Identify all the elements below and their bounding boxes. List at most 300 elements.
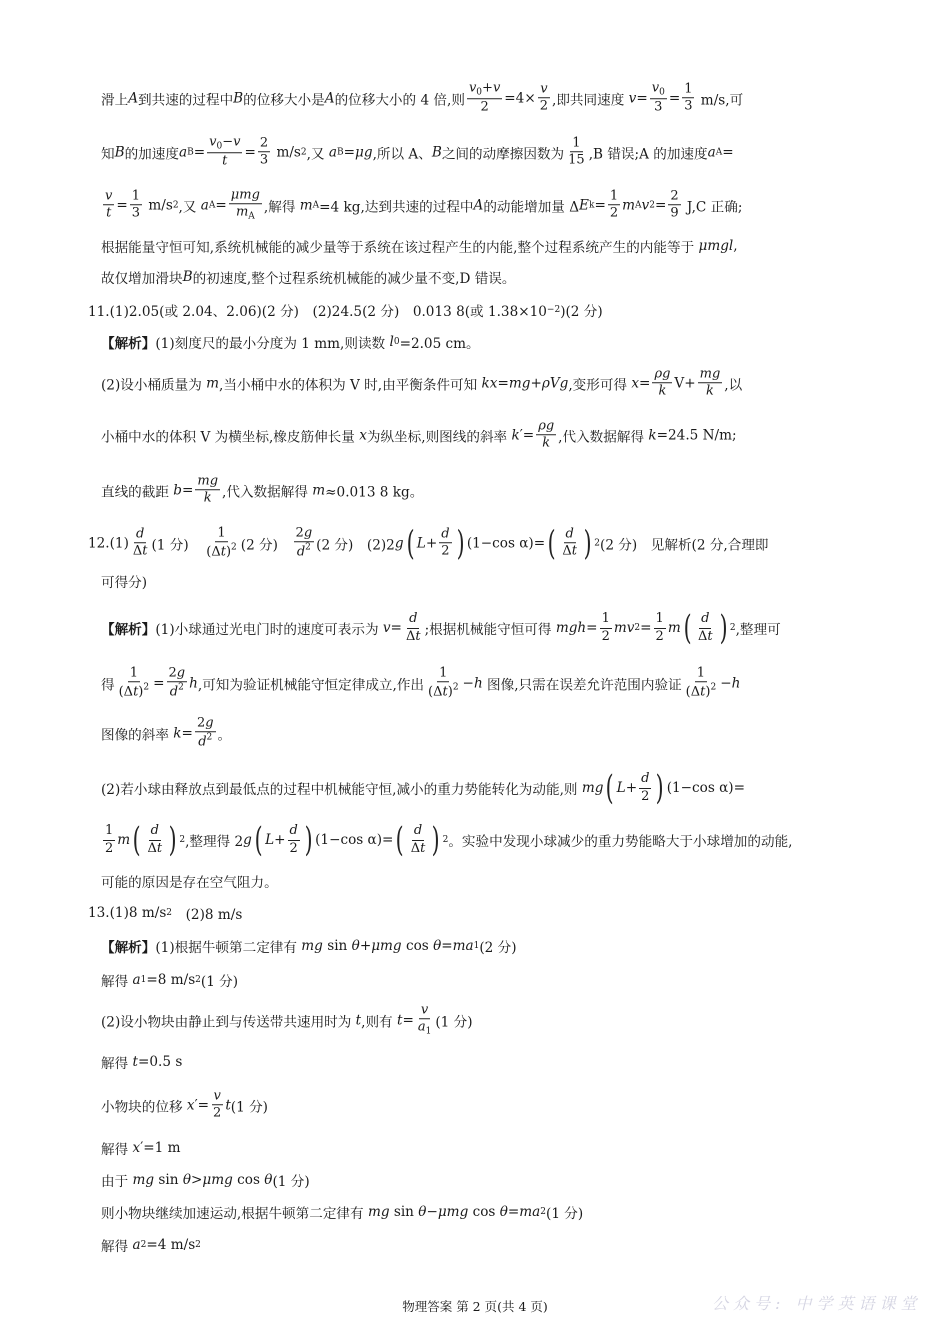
- math-variable: t: [442, 684, 448, 700]
- text-run: =: [182, 482, 194, 498]
- math-variable: k: [203, 490, 212, 506]
- denominator: [234, 205, 257, 223]
- superscript: 2: [729, 623, 736, 633]
- text-run: (2)设小物块由静止到与传送带共速用时为: [101, 1014, 356, 1030]
- subscript: A: [635, 200, 642, 210]
- text-line: [88, 525, 769, 561]
- superscript: 2: [179, 835, 186, 845]
- text-line: [101, 418, 737, 452]
- denominator: [104, 206, 113, 222]
- denominator: [145, 841, 164, 857]
- text-run: 2: [289, 840, 298, 856]
- numerator: [130, 188, 142, 205]
- superscript: 2: [166, 908, 173, 918]
- fraction: [211, 1088, 223, 1122]
- text-run: ,整理可: [735, 622, 781, 638]
- text-run: ): [138, 684, 144, 700]
- text-line: [101, 715, 231, 751]
- denominator: [426, 683, 461, 701]
- text-line: [101, 1170, 310, 1190]
- fraction: [195, 473, 220, 507]
- parenthesized-expression: [681, 608, 730, 648]
- math-variable: d: [701, 611, 710, 627]
- text-run: J,C 正确;: [682, 199, 743, 215]
- denominator: [103, 841, 115, 857]
- fraction: [467, 80, 502, 116]
- math-variable: t: [700, 684, 706, 700]
- analysis-label: 【解析】: [101, 336, 156, 352]
- text-run: −: [222, 134, 234, 150]
- subscript: k: [588, 200, 595, 210]
- denominator: [478, 100, 490, 116]
- denominator: [295, 543, 313, 561]
- text-run: 则小物块继续加速运动,根据牛顿第二定律有: [101, 1206, 368, 1222]
- text-run: 1: [601, 611, 610, 627]
- text-run: ): [447, 684, 453, 700]
- text-run: 2: [196, 715, 206, 731]
- math-variable: m: [299, 197, 313, 213]
- text-run: (1−cos α)=: [666, 780, 745, 796]
- parenthesized-expression: [404, 523, 467, 563]
- right-paren: ): [456, 523, 465, 563]
- numerator: [564, 526, 576, 543]
- math-variable: v: [641, 197, 650, 213]
- parenthesized-expression: [603, 768, 666, 808]
- text-run: (1 分): [272, 1174, 310, 1190]
- text-run: (1 分): [435, 1014, 473, 1030]
- text-run: 1: [655, 611, 664, 627]
- text-run: =: [640, 620, 652, 636]
- math-variable: m: [667, 620, 681, 636]
- text-run: 的位移大小的 4 倍,则: [334, 92, 465, 108]
- text-run: (2)设小桶质量为: [101, 377, 207, 393]
- math-variable: mg: [132, 1172, 155, 1188]
- math-variable: μmg: [437, 1204, 469, 1220]
- math-variable: d: [296, 544, 306, 560]
- fraction: [654, 611, 666, 645]
- math-variable: g: [303, 525, 313, 541]
- denominator: [608, 206, 620, 222]
- text-run: −: [462, 675, 474, 691]
- math-variable: h: [189, 675, 198, 691]
- math-variable: μmg: [230, 187, 260, 203]
- math-variable: v: [209, 134, 217, 150]
- text-run: (Δ: [118, 684, 134, 700]
- text-run: 到共速的过程中: [138, 92, 234, 108]
- text-run: +: [425, 535, 438, 551]
- text-run: 11.(1)2.05(或 2.04、2.06)(2 分) (2)24.5(2 分) 0.013 8(或 1.38×10: [88, 304, 547, 320]
- text-line: [101, 80, 743, 116]
- text-run: 1: [696, 665, 706, 681]
- fraction: [258, 135, 270, 169]
- math-variable: v: [651, 80, 660, 96]
- text-run: (2 分): [240, 537, 292, 553]
- denominator: [202, 491, 214, 507]
- numerator: [467, 80, 502, 99]
- text-run: 1: [439, 665, 448, 681]
- numerator: [536, 418, 556, 435]
- text-run: (Δ: [685, 684, 701, 700]
- numerator: [258, 135, 270, 152]
- text-run: (1)根据牛顿第二定律有: [155, 940, 302, 956]
- denominator: [131, 544, 150, 560]
- denominator: [682, 99, 694, 115]
- subscript: A: [715, 147, 723, 157]
- denominator: [416, 1020, 434, 1038]
- text-run: (2)若小球由释放点到最低点的过程中机械能守恒,减小的重力势能转化为动能,则: [101, 782, 582, 798]
- text-run: =8 m/s: [146, 972, 196, 988]
- text-line: [101, 1088, 268, 1122]
- denominator: [696, 629, 715, 645]
- text-run: 的初速度,整个过程系统机械能的减少量不变,D 错误。: [192, 271, 516, 287]
- text-run: cos: [401, 938, 434, 954]
- math-variable: t: [396, 1012, 403, 1028]
- text-line: [101, 267, 516, 287]
- math-variable: d: [198, 734, 207, 750]
- text-run: =: [586, 620, 598, 636]
- superscript: 2: [710, 682, 717, 693]
- text-run: 1: [609, 188, 619, 204]
- math-variable: mg: [301, 938, 323, 954]
- numerator: [195, 473, 220, 490]
- denominator: [288, 841, 300, 857]
- text-run: =: [181, 725, 193, 741]
- fraction: [409, 823, 428, 857]
- text-run: 小物块的位移: [101, 1099, 187, 1115]
- denominator: [211, 1106, 223, 1122]
- text-line: [101, 970, 238, 990]
- text-run: 1: [572, 135, 581, 151]
- left-paren: (: [396, 820, 405, 860]
- text-run: 的加速度: [124, 146, 179, 162]
- page-footer: 物理答案 第 2 页(共 4 页): [402, 1299, 548, 1314]
- math-variable: b: [173, 482, 182, 498]
- math-variable: mg: [367, 1204, 390, 1220]
- math-variable: v: [540, 81, 548, 97]
- fraction: [207, 134, 242, 170]
- paren-content: [265, 823, 302, 857]
- left-paren: (: [606, 768, 615, 808]
- fraction: [560, 526, 579, 560]
- text-run: ′=: [194, 1097, 210, 1113]
- fraction: [426, 665, 461, 701]
- fraction: [650, 80, 667, 116]
- text-run: 2: [259, 135, 269, 151]
- math-variable: A: [128, 90, 139, 106]
- text-run: +: [482, 80, 493, 96]
- text-line: [101, 236, 738, 256]
- math-variable: v: [105, 188, 113, 204]
- numerator: [650, 80, 667, 99]
- math-variable: t: [571, 543, 578, 559]
- text-run: 1: [105, 823, 114, 839]
- text-run: Δ: [410, 840, 421, 856]
- math-variable: h: [731, 675, 741, 691]
- math-variable: d: [409, 611, 418, 627]
- fraction: [600, 611, 612, 645]
- text-run: ): [705, 684, 711, 700]
- text-run: 12.(1): [88, 535, 129, 551]
- math-variable: g: [176, 665, 186, 681]
- text-run: 2: [609, 205, 619, 221]
- text-run: 解得: [101, 1142, 133, 1158]
- left-paren: (: [547, 523, 556, 563]
- numerator: [652, 366, 672, 383]
- math-variable: k: [706, 383, 714, 399]
- math-variable: L: [265, 832, 275, 848]
- numerator: [695, 665, 707, 682]
- text-run: =: [153, 675, 165, 691]
- math-variable: d: [169, 684, 179, 700]
- text-run: ,以: [724, 377, 743, 393]
- math-variable: θ: [418, 1204, 427, 1220]
- text-run: =: [244, 144, 256, 160]
- text-run: Δ: [147, 840, 157, 856]
- math-variable: x: [186, 1097, 195, 1113]
- numerator: [570, 135, 582, 152]
- text-run: 3: [654, 99, 663, 115]
- text-run: ,则有: [361, 1014, 397, 1030]
- text-line: [101, 768, 745, 808]
- right-paren: ): [168, 820, 177, 860]
- math-variable: B: [114, 144, 125, 160]
- math-variable: B: [233, 90, 244, 106]
- text-run: 可得分): [101, 575, 148, 591]
- text-run: Δ: [132, 543, 143, 559]
- math-variable: a: [132, 972, 141, 988]
- text-line: [101, 134, 734, 170]
- math-variable: t: [420, 840, 426, 856]
- text-run: 滑上: [101, 92, 129, 108]
- fraction: [103, 188, 114, 222]
- numerator: [149, 823, 161, 840]
- text-line: [101, 1138, 181, 1158]
- text-line: [101, 1202, 583, 1222]
- fraction: [117, 665, 152, 701]
- parenthesized-expression: [130, 820, 179, 860]
- denominator: [652, 100, 664, 116]
- paren-content: [694, 611, 717, 645]
- math-variable: v: [382, 620, 391, 636]
- text-run: ,B 错误;A 的加速度: [588, 146, 708, 162]
- denominator: [538, 99, 550, 115]
- text-run: ,解得: [263, 199, 300, 215]
- left-paren: (: [683, 608, 692, 648]
- math-variable: t: [707, 628, 713, 644]
- math-variable: k: [658, 383, 667, 399]
- fraction: [696, 611, 715, 645]
- fraction: [652, 366, 672, 400]
- math-variable: a: [417, 1019, 426, 1035]
- denominator: [639, 789, 651, 805]
- text-run: ): [225, 544, 232, 560]
- math-variable: θ: [264, 1172, 273, 1188]
- text-run: 2: [480, 99, 489, 115]
- fraction: [439, 526, 451, 560]
- paren-content: [558, 526, 581, 560]
- text-run: 3: [131, 205, 141, 221]
- text-run: 13.(1)8 m/s: [88, 905, 167, 921]
- text-run: =0.5 s: [137, 1054, 183, 1070]
- denominator: [654, 629, 666, 645]
- text-run: 根据能量守恒可知,系统机械能的减少量等于系统在该过程产生的内能,整个过程系统产生的内能等于: [101, 240, 699, 256]
- text-line: [101, 187, 742, 223]
- right-paren: ): [583, 523, 592, 563]
- math-variable: k: [542, 435, 551, 451]
- fraction: [538, 81, 550, 115]
- denominator: [656, 384, 668, 400]
- superscript: 2: [634, 623, 641, 633]
- numerator: [103, 823, 115, 840]
- math-variable: mg: [699, 366, 721, 382]
- math-variable: L: [416, 535, 426, 551]
- paren-content: [417, 526, 454, 560]
- fraction: [404, 611, 423, 645]
- math-variable: t: [156, 840, 163, 856]
- denominator: [220, 154, 229, 170]
- math-variable: a: [200, 197, 209, 213]
- text-run: 可能的原因是存在空气阻力。: [101, 875, 278, 891]
- numerator: [288, 823, 300, 840]
- right-paren: ): [304, 820, 313, 860]
- numerator: [207, 134, 242, 153]
- math-variable: a: [178, 144, 188, 160]
- text-run: (1−cos α)=: [466, 535, 546, 551]
- text-run: 15: [568, 152, 585, 168]
- math-variable: a: [132, 1237, 141, 1253]
- analysis-label: 【解析】: [101, 622, 156, 638]
- text-run: =: [193, 144, 206, 160]
- numerator: [600, 611, 612, 628]
- text-line: [101, 608, 781, 648]
- fraction: [566, 135, 587, 169]
- text-run: =: [390, 620, 402, 636]
- denominator: [204, 543, 239, 561]
- left-paren: (: [254, 820, 263, 860]
- text-run: 的动能增加量 Δ: [483, 199, 580, 215]
- math-variable: a: [328, 144, 337, 160]
- numerator: [103, 188, 114, 205]
- text-run: ,当小桶中水的体积为 V 时,由平衡条件可知: [219, 377, 482, 393]
- paren-content: [407, 823, 430, 857]
- math-variable: g: [205, 715, 214, 731]
- fraction: [288, 823, 300, 857]
- text-run: Δ: [405, 628, 416, 644]
- superscript: 2: [300, 147, 307, 157]
- subscript: 2: [140, 1240, 147, 1250]
- math-variable: g: [394, 535, 404, 551]
- math-variable: k: [511, 427, 520, 443]
- fraction: [167, 665, 188, 701]
- text-run: cos: [232, 1172, 265, 1188]
- math-variable: t: [142, 543, 148, 559]
- left-paren: (: [406, 523, 415, 563]
- superscript: 2: [195, 1240, 201, 1250]
- text-run: 2: [641, 788, 650, 804]
- text-run: 1: [129, 665, 138, 681]
- text-run: 2: [539, 98, 549, 114]
- text-run: 图像的斜率: [101, 727, 174, 743]
- denominator: [168, 683, 186, 701]
- fraction: [229, 187, 262, 223]
- right-paren: ): [719, 608, 728, 648]
- superscript: 2: [452, 682, 459, 693]
- fraction: [682, 81, 694, 115]
- math-variable: t: [222, 153, 228, 169]
- numerator: [412, 823, 424, 840]
- text-run: (1)小球通过光电门时的速度可表示为: [155, 622, 383, 638]
- numerator: [407, 611, 419, 628]
- math-variable: B: [431, 144, 442, 160]
- math-variable: ρg: [538, 418, 555, 434]
- numerator: [229, 187, 262, 204]
- text-run: (1 分): [546, 1206, 584, 1222]
- subscript: A: [312, 200, 320, 210]
- text-run: 为纵坐标,则图线的斜率: [366, 429, 512, 445]
- denominator: [566, 153, 587, 169]
- numerator: [668, 188, 680, 205]
- subscript: B: [337, 147, 344, 157]
- text-run: sin: [154, 1172, 183, 1188]
- numerator: [128, 665, 140, 682]
- fraction: [608, 188, 620, 222]
- text-run: 1: [131, 188, 141, 204]
- text-run: (1 分): [200, 974, 239, 990]
- subscript: A: [208, 200, 216, 210]
- math-variable: g: [243, 832, 252, 848]
- denominator: [117, 683, 152, 701]
- math-variable: d: [136, 526, 145, 542]
- math-variable: θ: [433, 938, 442, 954]
- text-line: [101, 1235, 201, 1255]
- text-run: 知: [101, 146, 115, 162]
- text-run: =: [654, 197, 667, 213]
- fraction: [131, 526, 150, 560]
- text-run: cos: [468, 1204, 500, 1220]
- text-line: [101, 1052, 182, 1072]
- text-run: (Δ: [206, 544, 221, 560]
- parenthesized-expression: [545, 523, 594, 563]
- text-run: 1: [684, 81, 693, 97]
- text-run: (1 分): [151, 537, 203, 553]
- numerator: [654, 611, 666, 628]
- subscript: B: [187, 147, 194, 157]
- numerator: [212, 1088, 223, 1105]
- text-run: 图像,只需在误差允许范围内验证: [482, 677, 682, 693]
- text-run: (2 分) 见解析(2 分,合理即: [600, 537, 769, 553]
- text-line: [101, 871, 278, 891]
- superscript: 2: [305, 542, 311, 553]
- math-variable: v: [628, 90, 637, 106]
- numerator: [439, 526, 451, 543]
- math-variable: θ: [182, 1172, 192, 1188]
- text-line: [88, 300, 603, 320]
- math-variable: A: [324, 90, 335, 106]
- math-variable: x: [359, 427, 367, 443]
- text-run: 故仅增加滑块: [101, 271, 183, 287]
- text-run: =: [639, 375, 651, 391]
- right-paren: ): [431, 820, 440, 860]
- numerator: [294, 525, 315, 542]
- superscript: 2: [206, 732, 213, 743]
- math-variable: mgh: [555, 620, 587, 636]
- fraction: [668, 188, 680, 222]
- text-run: =24.5 N/m;: [656, 427, 737, 443]
- text-run: =4 m/s: [146, 1237, 196, 1253]
- text-run: (1−cos α)=: [315, 832, 394, 848]
- fraction: [195, 715, 216, 751]
- math-variable: v: [213, 1088, 221, 1104]
